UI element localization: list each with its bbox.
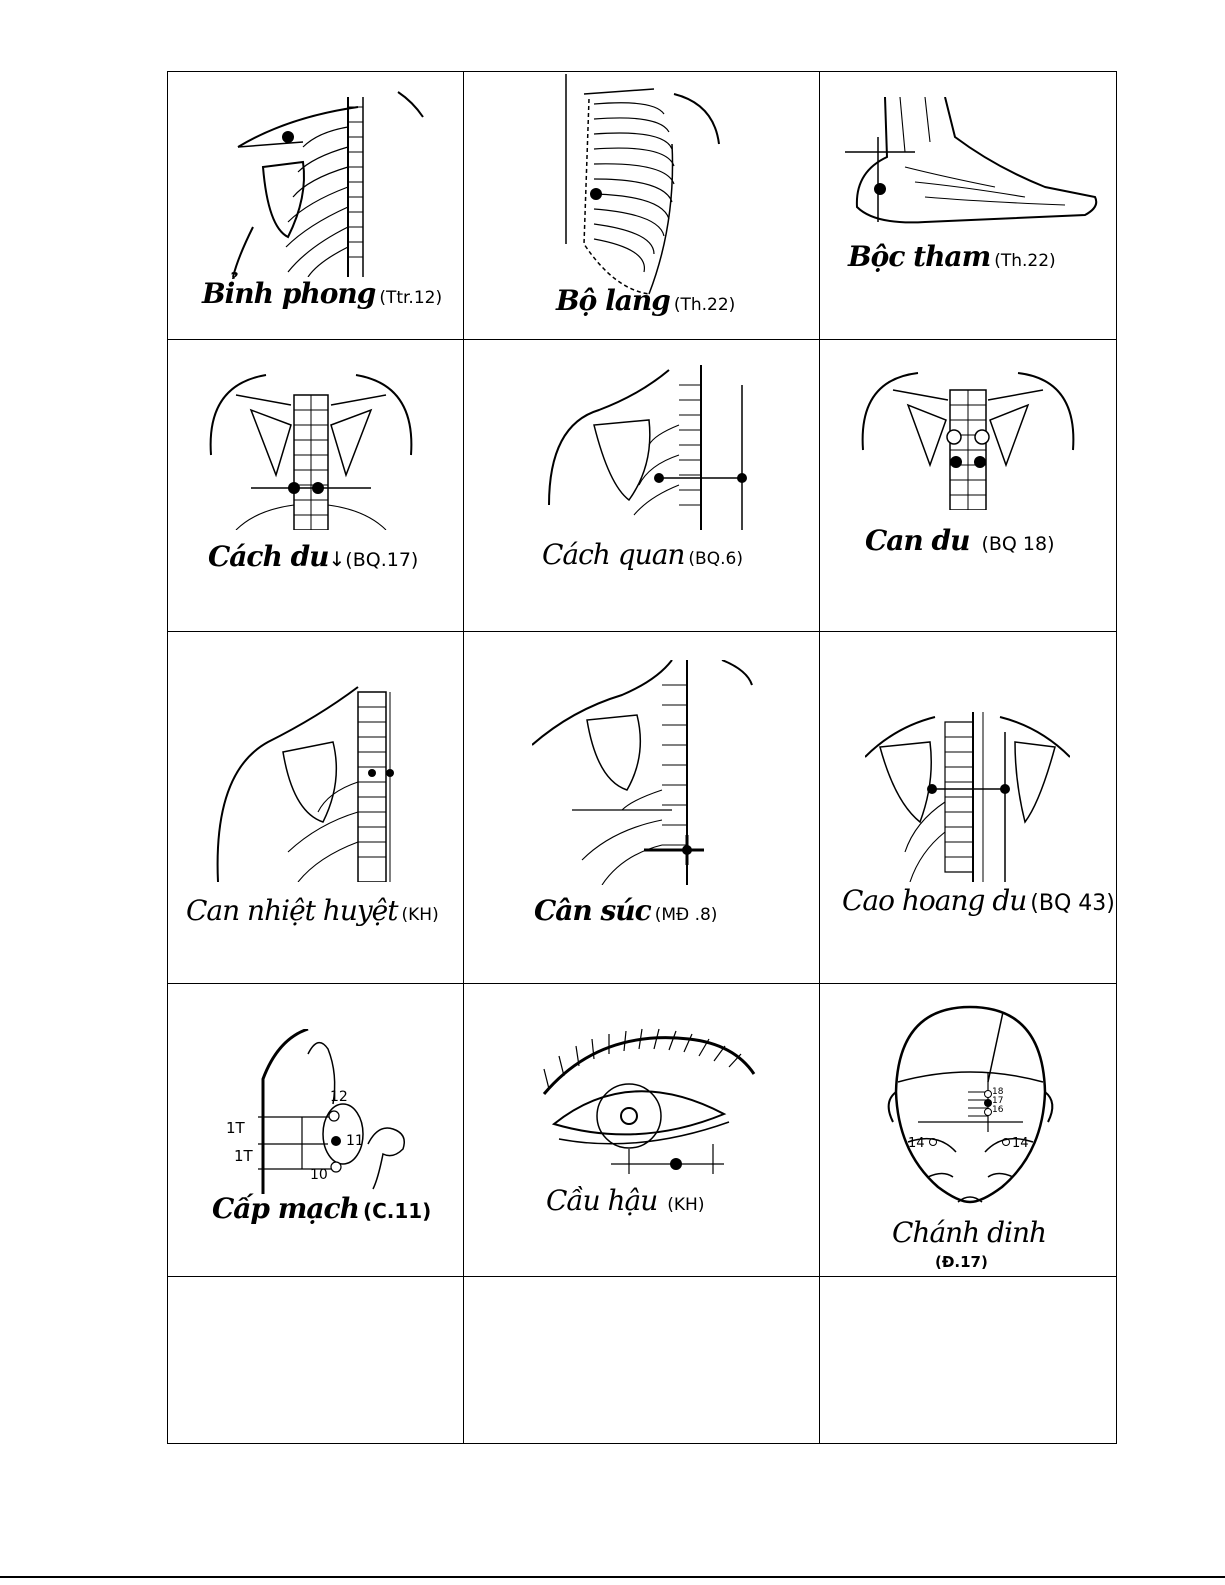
caption [202, 277, 442, 310]
cao-hoang-du-figure [865, 712, 1070, 882]
cell-empty-3 [820, 1277, 1117, 1444]
point-code: (MĐ .8) [654, 905, 718, 925]
cell-cau-hau [464, 984, 820, 1277]
can-nhiet-huyet-figure [208, 682, 433, 882]
acupoint-marker [654, 473, 664, 483]
cell-boc-tham [820, 72, 1117, 340]
can-du-figure [858, 365, 1078, 510]
acupoint-marker [670, 1158, 682, 1170]
chanh-dinh-figure [878, 1002, 1063, 1212]
caption [186, 894, 439, 927]
cell-binh-phong [168, 72, 464, 340]
cach-du-figure [206, 365, 416, 530]
point-name: Can nhiệt huyệt [186, 894, 398, 927]
cell-can-du [820, 340, 1117, 632]
acupoint-marker [368, 769, 376, 777]
point-code: (KH) [401, 905, 439, 925]
label-11: 11 [346, 1133, 364, 1149]
cap-mach-figure [218, 1029, 438, 1194]
label-18: 18 [992, 1087, 1004, 1097]
acupoint-marker [386, 769, 394, 777]
acupoint-marker [288, 482, 300, 494]
cell-cao-hoang-du [820, 632, 1117, 984]
point-name: Cao hoang du [842, 884, 1027, 917]
label-1t-lower: 1T [234, 1147, 253, 1165]
cell-bo-lang [464, 72, 820, 340]
point-name: Bộ lang [556, 284, 670, 317]
point-code: (BQ 18) [981, 533, 1055, 555]
caption [212, 1192, 431, 1225]
label-17: 17 [992, 1096, 1004, 1106]
acupoint-marker [1000, 784, 1010, 794]
acupoint-marker-open [975, 430, 989, 444]
cell-can-suc [464, 632, 820, 984]
binh-phong-figure [208, 87, 428, 277]
acupoint-marker-open [329, 1111, 339, 1121]
point-code: (Th.22) [994, 251, 1056, 271]
caption [534, 894, 717, 927]
label-16: 16 [992, 1105, 1004, 1115]
label-12: 12 [330, 1089, 348, 1105]
cell-can-nhiet-huyet [168, 632, 464, 984]
cell-empty-1 [168, 1277, 464, 1444]
acupoint-marker [590, 188, 602, 200]
acupoint-marker [331, 1136, 341, 1146]
label-14-left: 14 [908, 1136, 925, 1151]
caption-code [935, 1252, 988, 1271]
point-code: (BQ.17) [345, 549, 419, 571]
point-name: Cách du [208, 540, 329, 573]
arrow-down-icon: ↓ [328, 547, 346, 571]
point-code: (BQ 43) [1030, 891, 1115, 916]
can-suc-figure [532, 660, 754, 885]
cell-chanh-dinh [820, 984, 1117, 1277]
cell-cach-quan [464, 340, 820, 632]
acupoint-marker [682, 845, 692, 855]
cach-quan-figure [539, 365, 754, 530]
point-name: Can du [865, 524, 970, 557]
boc-tham-figure [845, 97, 1105, 237]
caption [542, 538, 743, 571]
point-code: (Th.22) [673, 295, 736, 315]
point-name: Cân súc [534, 894, 651, 927]
acupoint-marker [282, 131, 294, 143]
acupoint-marker [984, 1099, 992, 1107]
point-name: Cách quan [542, 538, 685, 571]
label-1t-upper: 1T [226, 1119, 245, 1137]
point-name: Cầu hậu [546, 1184, 658, 1217]
caption [208, 540, 418, 573]
point-code: (BQ.6) [688, 549, 743, 569]
acupoint-marker [312, 482, 324, 494]
acupoint-marker-open [331, 1162, 341, 1172]
point-code: (Ttr.12) [379, 288, 443, 308]
point-name: Bỉnh phong [202, 277, 376, 310]
acupoint-marker [874, 183, 886, 195]
caption [546, 1184, 704, 1217]
acupoint-marker [927, 784, 937, 794]
acupoint-marker-open [947, 430, 961, 444]
label-14-right: 14 [1012, 1136, 1029, 1151]
bottom-rule [0, 1576, 1225, 1578]
caption [865, 524, 1055, 557]
point-name: Cấp mạch [212, 1192, 359, 1225]
point-code: (C.11) [362, 1199, 432, 1223]
cell-empty-2 [464, 1277, 820, 1444]
caption [842, 884, 1115, 917]
caption [892, 1216, 1046, 1249]
acupoint-marker-open [985, 1091, 992, 1098]
acupoint-marker [737, 473, 747, 483]
acupoint-marker [974, 456, 986, 468]
acupoint-marker-open [985, 1109, 992, 1116]
bo-lang-figure [554, 74, 724, 299]
cell-cap-mach [168, 984, 464, 1277]
point-code: (KH) [667, 1195, 705, 1215]
cau-hau-figure [539, 1014, 759, 1179]
acupoint-grid [167, 71, 1117, 1444]
cell-cach-du [168, 340, 464, 632]
caption [556, 284, 735, 317]
point-code: (Đ.17) [935, 1253, 988, 1271]
point-name: Chánh dinh [892, 1216, 1047, 1249]
point-name: Bộc tham [848, 240, 991, 273]
label-10: 10 [310, 1167, 328, 1183]
acupoint-marker [950, 456, 962, 468]
caption [848, 240, 1056, 273]
